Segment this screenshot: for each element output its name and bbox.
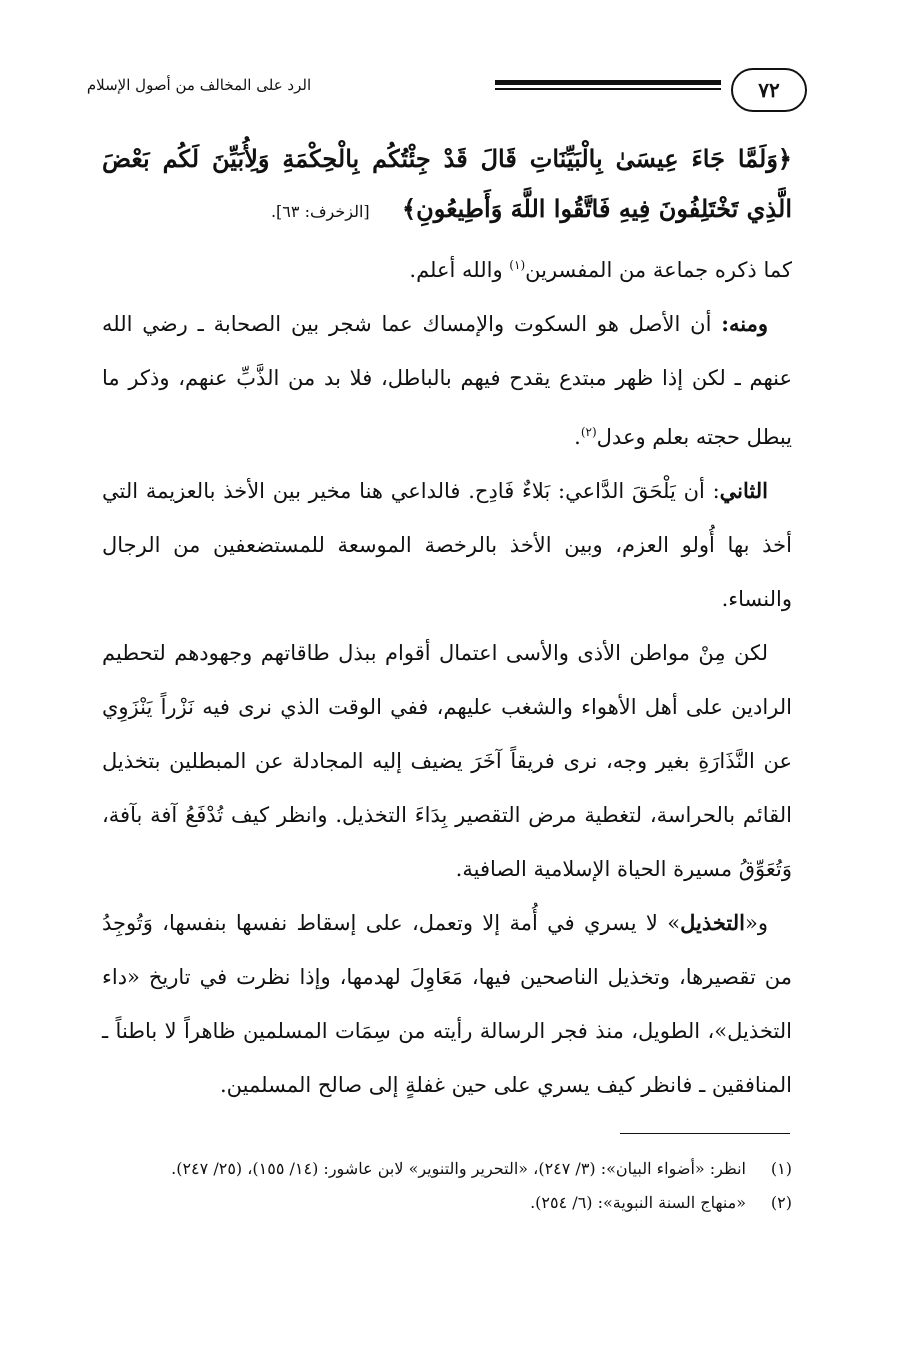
paragraph-3: لكن مِنْ مواطن الأذى والأسى اعتمال أقوام ببذل طاقاتهم وجهودهم لتحطيم الرادين على أهل الأهواء والشغب عليهم، ففي الوقت الذي نرى فيه نَزْراً يَنْزَوِي عن النَّذَارَةِ بغير وجه، نرى فريقاً آخَرَ يضيف إليه المجادلة عن المبطلين بتخذيل القائم بالحراسة، لتغطية مرض التقصير بِدَاءَ التخذيل. وانظر كيف تُدْفَعُ آفة بآفة، وَتُعَوِّقُ مسيرة الحياة الإسلامية الصافية.	[102, 641, 792, 881]
verse-text: ﴿وَلَمَّا جَاءَ عِيسَىٰ بِالْبَيِّنَاتِ قَالَ قَدْ جِئْتُكُم بِالْحِكْمَةِ وَلِأُبَيِّنَ لَكُم بَعْضَ الَّذِي تَخْتَلِفُونَ فِيهِ فَاتَّقُوا اللَّهَ وَأَطِيعُونِ﴾	[102, 144, 792, 223]
footnote-number: (٢)	[770, 1193, 792, 1212]
header-rule	[495, 80, 721, 90]
verse-reference: [الزخرف: ٦٣].	[270, 202, 370, 221]
body-text	[102, 238, 792, 1112]
footnote-number: (١)	[770, 1159, 792, 1178]
footnote-text: انظر: «أضواء البيان»: (٣/ ٢٤٧)، «التحرير والتنوير» لابن عاشور: (١٤/ ١٥٥)، (٢٥/ ٢٤٧).	[171, 1159, 746, 1178]
footnotes	[102, 1152, 792, 1220]
running-title: الرد على المخالف من أصول الإسلام	[86, 76, 312, 94]
quran-verse	[102, 134, 792, 237]
paragraph-4: و«التخذيل» لا يسري في أُمة إلا وتعمل، على إسقاط نفسها بنفسها، وَتُوجِدُ من تقصيرها، وتخذيل الناصحين فيها، مَعَاوِلَ لهدمها، وإذا نظرت في تاريخ «داء التخذيل»، الطويل، منذ فجر الرسالة رأيته من سِمَات المسلمين ظاهراً لا باطناً ـ المنافقين ـ فانظر كيف يسري على حين غفلةٍ إلى صالح المسلمين.	[102, 910, 792, 1097]
footnote-ref-1[interactable]: (١)	[509, 258, 526, 272]
footnote-1	[102, 1152, 792, 1186]
footnote-ref-2[interactable]: (٢)	[580, 425, 597, 439]
emphasized-term: التخذيل	[680, 910, 745, 935]
paragraph-label: ومنه:	[721, 311, 768, 336]
footnote-2	[102, 1186, 792, 1220]
paragraph-1: ومنه: أن الأصل هو السكوت والإمساك عما شجر بين الصحابة ـ رضي الله عنهم ـ لكن إذا ظهر مبتدع يقدح فيهم بالباطل، فلا بد من الذَّبِّ عنهم، وذكر ما يبطل حجته بعلم وعدل$^{(٢)}$.	[102, 311, 792, 449]
footnote-separator	[620, 1133, 790, 1134]
page-number: ٧٢	[731, 68, 807, 112]
paragraph-label: الثاني	[719, 478, 768, 503]
paragraph-2: الثاني: أن يَلْحَقَ الدَّاعي: بَلاءٌ فَادِح. فالداعي هنا مخير بين الأخذ بالعزيمة التي أخذ بها أُولو العزم، وبين الأخذ بالرخصة الموسعة للمستضعفين من الرجال والنساء.	[102, 478, 792, 611]
page-header	[85, 68, 807, 112]
footnote-text: «منهاج السنة النبوية»: (٦/ ٢٥٤).	[530, 1193, 746, 1212]
paragraph-after-verse: كما ذكره جماعة من المفسرين$^{(١)}$ والله أعلم.	[409, 258, 792, 282]
